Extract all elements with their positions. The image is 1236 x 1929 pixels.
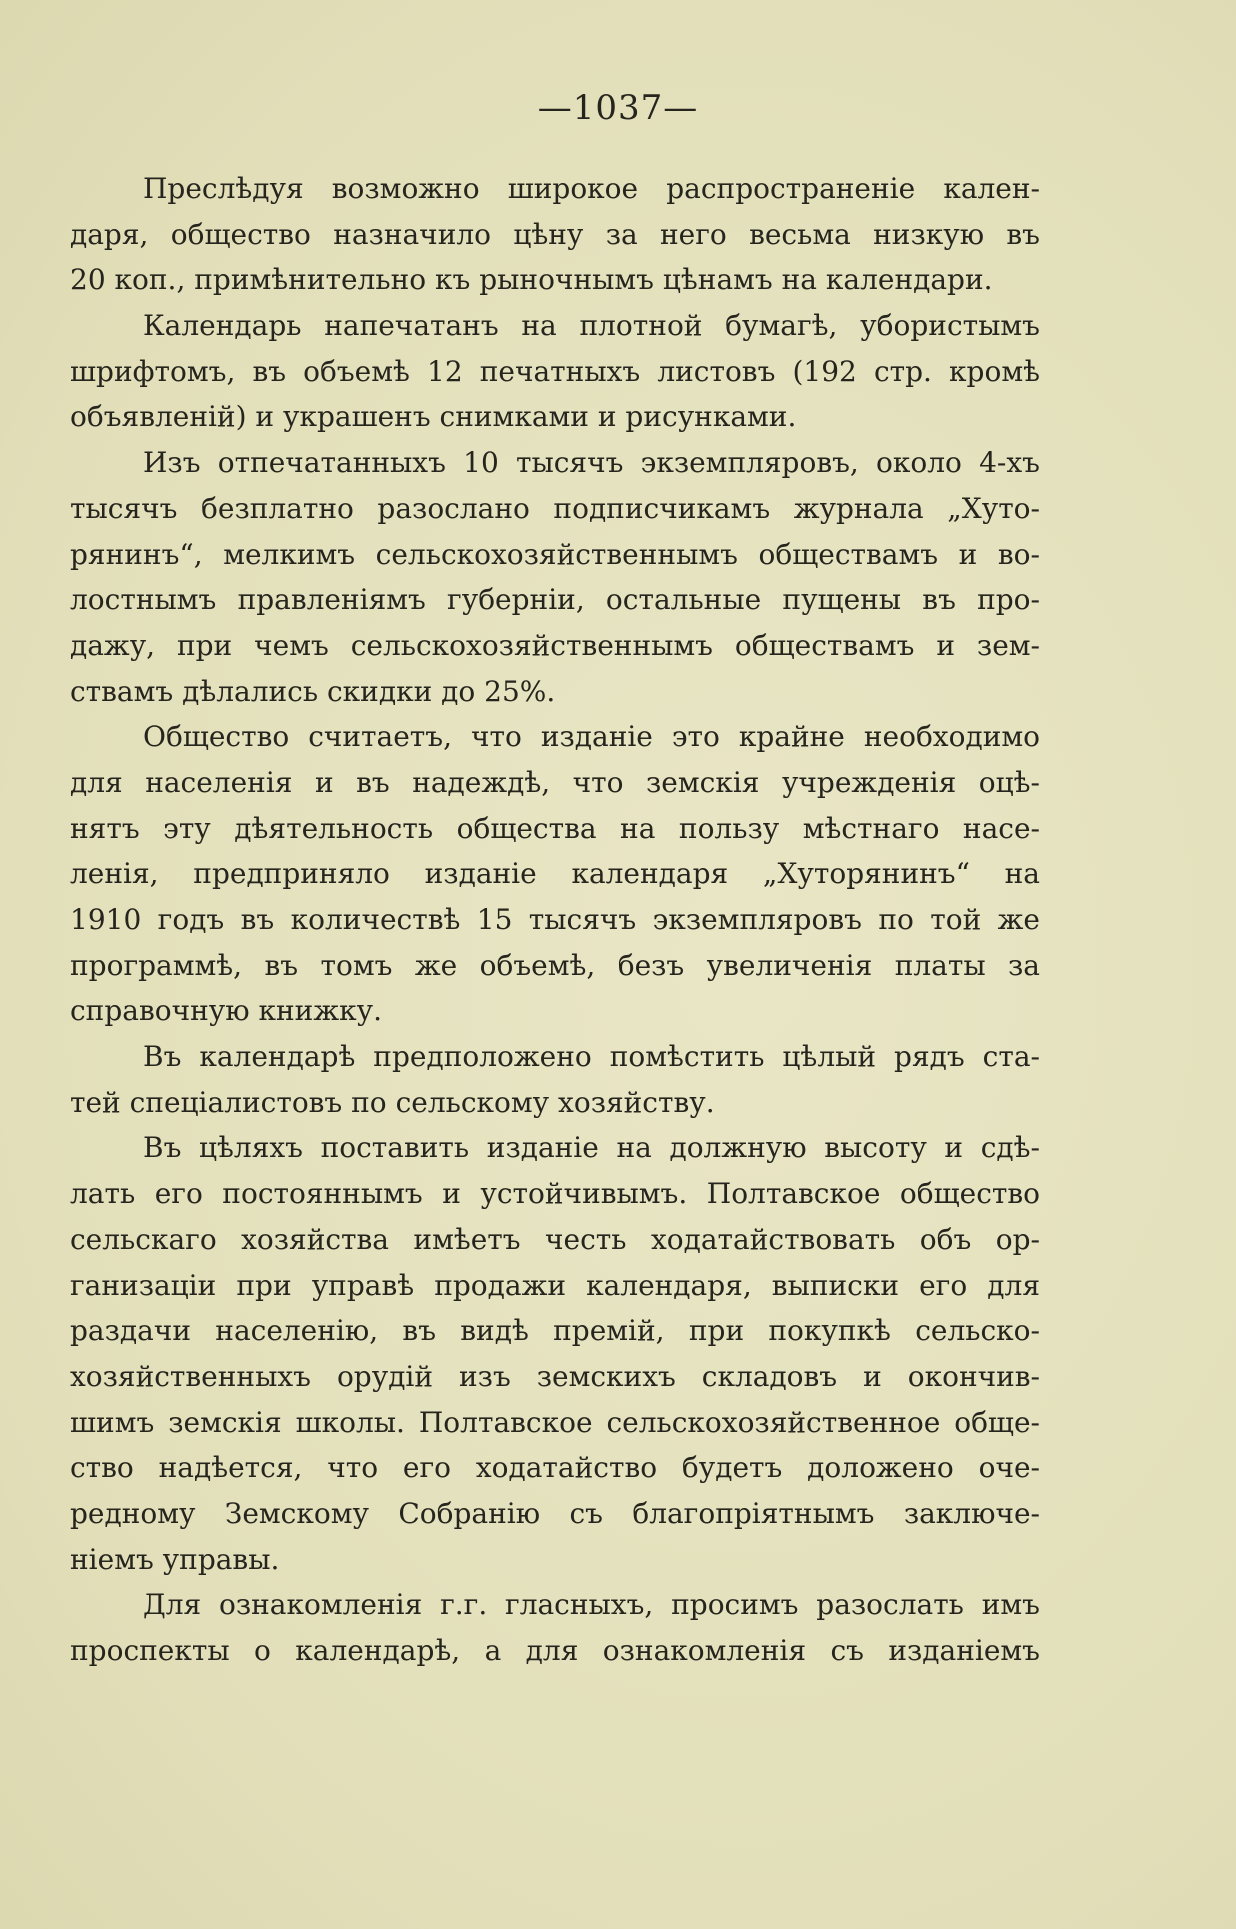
text-line: рянинъ“, мелкимъ сельскохозяйственнымъ обществамъ и во- [70, 537, 1040, 571]
text-line: 20 коп., примѣнительно къ рыночнымъ цѣнамъ на календари. [70, 263, 993, 297]
page-number: —1037— [537, 88, 699, 128]
paragraph [70, 1582, 1040, 1673]
text-line: лать его постояннымъ и устойчивымъ. Полтавское общество [70, 1177, 1040, 1211]
paragraph [70, 714, 1040, 1034]
text-line: нятъ эту дѣятельность общества на пользу мѣстнаго насе- [70, 811, 1040, 845]
text-line: ствамъ дѣлались скидки до 25%. [70, 674, 556, 708]
text-line: для населенія и въ надеждѣ, что земскія учрежденія оцѣ- [70, 765, 1040, 799]
text-line: проспекты о календарѣ, а для ознакомленія съ изданіемъ [70, 1634, 1040, 1667]
text-line: шрифтомъ, въ объемѣ 12 печатныхъ листовъ (192 стр. кромѣ [70, 354, 1040, 388]
text-line: Въ цѣляхъ поставить изданіе на должную высоту и сдѣ- [143, 1131, 1040, 1165]
paragraph [70, 303, 1040, 440]
text-line: хозяйственныхъ орудій изъ земскихъ складовъ и окончив- [70, 1359, 1040, 1393]
text-line: шимъ земскія школы. Полтавское сельскохозяйственное обще- [70, 1405, 1040, 1439]
text-line: справочную книжку. [70, 994, 382, 1028]
text-line: лостнымъ правленіямъ губерніи, остальные пущены въ про- [70, 583, 1040, 617]
paragraph [70, 1125, 1040, 1582]
text-line: тысячъ безплатно разослано подписчикамъ журнала „Хуто- [70, 491, 1040, 525]
text-line: объявленій) и украшенъ снимками и рисунками. [70, 400, 797, 434]
text-line: Общество считаетъ, что изданіе это крайне необходимо [143, 720, 1040, 754]
text-line: Преслѣдуя возможно широкое распространеніе кален- [143, 172, 1040, 205]
text-line: даря, общество назначило цѣну за него весьма низкую въ [70, 217, 1040, 251]
paragraph [70, 1034, 1040, 1125]
text-line: Календарь напечатанъ на плотной бумагѣ, убористымъ [143, 309, 1040, 343]
text-line: ство надѣется, что его ходатайство будетъ доложено оче- [70, 1451, 1040, 1485]
paragraph [70, 440, 1040, 714]
text-line: Въ календарѣ предположено помѣстить цѣлый рядъ ста- [143, 1040, 1040, 1074]
text-line: тей спеціалистовъ по сельскому хозяйству. [70, 1085, 715, 1119]
text-line: 1910 годъ въ количествѣ 15 тысячъ экземпляровъ по той же [70, 903, 1040, 936]
paragraph [70, 166, 1040, 303]
text-line: программѣ, въ томъ же объемѣ, безъ увеличенія платы за [70, 948, 1040, 982]
text-line: ленія, предприняло изданіе календаря „Хуторянинъ“ на [70, 857, 1040, 891]
body-text [70, 166, 1040, 1674]
text-line: дажу, при чемъ сельскохозяйственнымъ обществамъ и зем- [70, 628, 1040, 662]
text-line: редному Земскому Собранію съ благопріятнымъ заключе- [70, 1496, 1040, 1530]
text-line: Изъ отпечатанныхъ 10 тысячъ экземпляровъ, около 4-хъ [143, 446, 1040, 480]
text-line: ганизаціи при управѣ продажи календаря, выписки его для [70, 1268, 1040, 1302]
text-line: ніемъ управы. [70, 1542, 280, 1576]
text-line: раздачи населенію, въ видѣ премій, при покупкѣ сельско- [70, 1314, 1040, 1348]
text-line: Для ознакомленія г.г. гласныхъ, просимъ разослать имъ [143, 1588, 1040, 1622]
text-line: сельскаго хозяйства имѣетъ честь ходатайствовать объ ор- [70, 1222, 1040, 1256]
